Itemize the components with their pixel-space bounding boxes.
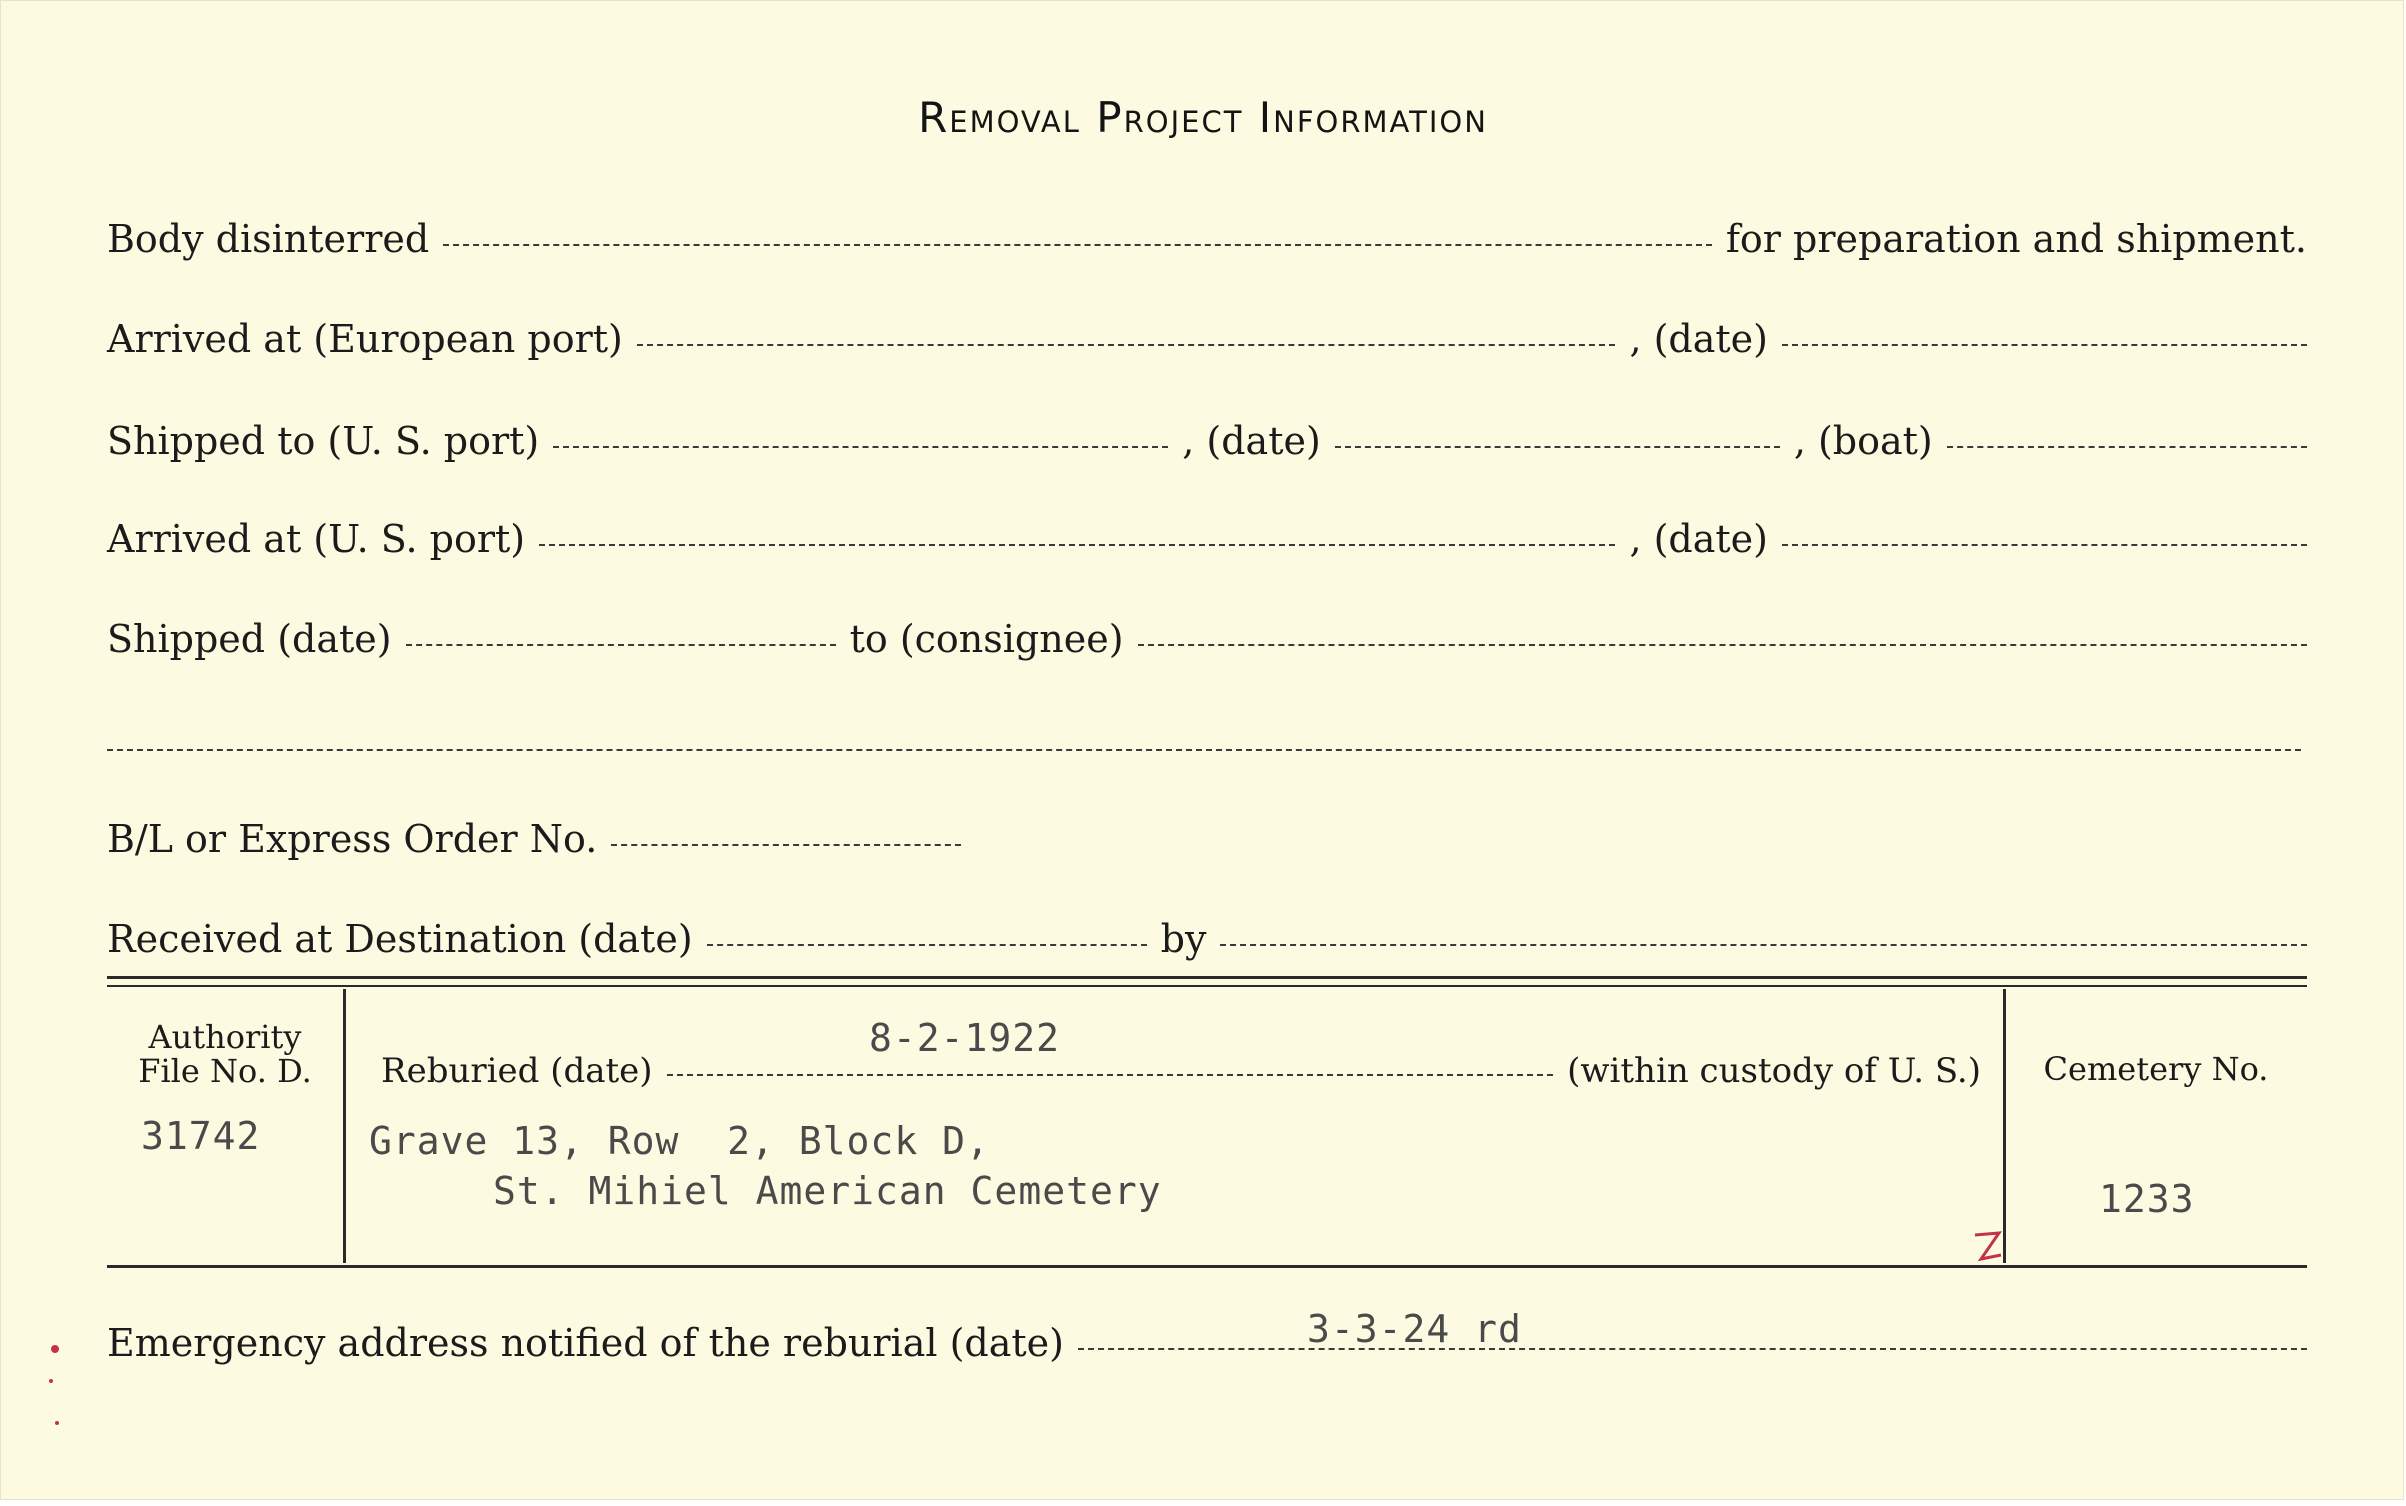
received-by-field bbox=[1220, 944, 2307, 946]
shipped-to-us-port-label: Shipped to (U. S. port) bbox=[107, 419, 540, 463]
reburied-row bbox=[381, 1047, 1981, 1095]
card-title: Removal Project Information bbox=[918, 93, 1488, 142]
lower-box-bottom-rule bbox=[107, 1265, 2307, 1268]
us-port-field bbox=[553, 446, 1168, 448]
shipped-date-field bbox=[1335, 446, 1780, 448]
emergency-label: Emergency address notified of the reburial (date) bbox=[107, 1321, 1064, 1365]
reburied-date-field bbox=[667, 1074, 1554, 1076]
grave-location-line-2: St. Mihiel American Cemetery bbox=[493, 1169, 1162, 1213]
date-label-1: , (date) bbox=[1629, 317, 1768, 361]
emergency-date-field bbox=[1078, 1348, 2307, 1350]
shipped-to-us-port-row bbox=[107, 417, 2307, 465]
consignee-field bbox=[1138, 644, 2307, 646]
received-destination-row bbox=[107, 915, 2307, 963]
received-date-field bbox=[707, 944, 1147, 946]
arrived-us-port-label: Arrived at (U. S. port) bbox=[107, 517, 526, 561]
shipped-date-value-field bbox=[406, 644, 836, 646]
body-disinterred-field bbox=[443, 244, 1712, 246]
by-label: by bbox=[1160, 917, 1207, 961]
emergency-date-value: 3-3-24 rd bbox=[1307, 1307, 1522, 1351]
authority-label-line-2: File No. D. bbox=[138, 1052, 312, 1090]
lower-box-divider-right bbox=[2003, 989, 2006, 1263]
arrived-european-port-label: Arrived at (European port) bbox=[107, 317, 623, 361]
body-disinterred-label: Body disinterred bbox=[107, 217, 430, 261]
arrived-european-port-row bbox=[107, 315, 2307, 363]
grave-location-line-1: Grave 13, Row 2, Block D, bbox=[369, 1119, 990, 1163]
for-preparation-label: for preparation and shipment. bbox=[1725, 217, 2307, 261]
authority-label-line-1: Authority bbox=[148, 1018, 302, 1056]
emergency-row bbox=[107, 1319, 2307, 1367]
bl-order-field bbox=[611, 844, 961, 846]
shipped-consignee-row bbox=[107, 615, 2307, 663]
arrived-us-port-row bbox=[107, 515, 2307, 563]
arrived-date-field bbox=[1782, 544, 2307, 546]
arrived-us-port-field bbox=[539, 544, 1615, 546]
bl-order-row bbox=[107, 815, 1007, 863]
lower-box-top-rule bbox=[107, 976, 2307, 987]
european-port-field bbox=[637, 344, 1616, 346]
shipped-date-label: Shipped (date) bbox=[107, 617, 392, 661]
boat-label: , (boat) bbox=[1793, 419, 1933, 463]
lower-box-divider-left bbox=[343, 989, 346, 1263]
cemetery-no-label: Cemetery No. bbox=[2043, 1050, 2269, 1088]
european-date-field bbox=[1782, 344, 2307, 346]
received-destination-label: Received at Destination (date) bbox=[107, 917, 693, 961]
consignee-label: to (consignee) bbox=[849, 617, 1124, 661]
within-custody-label: (within custody of U. S.) bbox=[1567, 1051, 1981, 1091]
boat-field bbox=[1947, 446, 2307, 448]
cemetery-no-value: 1233 bbox=[2099, 1177, 2195, 1221]
authority-file-number: 31742 bbox=[141, 1114, 261, 1158]
date-label-3: , (date) bbox=[1629, 517, 1768, 561]
red-check-mark-icon bbox=[1971, 1229, 2005, 1265]
body-disinterred-row bbox=[107, 215, 2307, 263]
consignee-continuation-line bbox=[107, 749, 2301, 751]
reburied-date-value: 8-2-1922 bbox=[869, 1016, 1061, 1060]
reburied-label: Reburied (date) bbox=[381, 1051, 653, 1091]
bl-order-label: B/L or Express Order No. bbox=[107, 817, 598, 861]
ink-speck-icon bbox=[41, 1341, 81, 1441]
date-label-2: , (date) bbox=[1182, 419, 1321, 463]
